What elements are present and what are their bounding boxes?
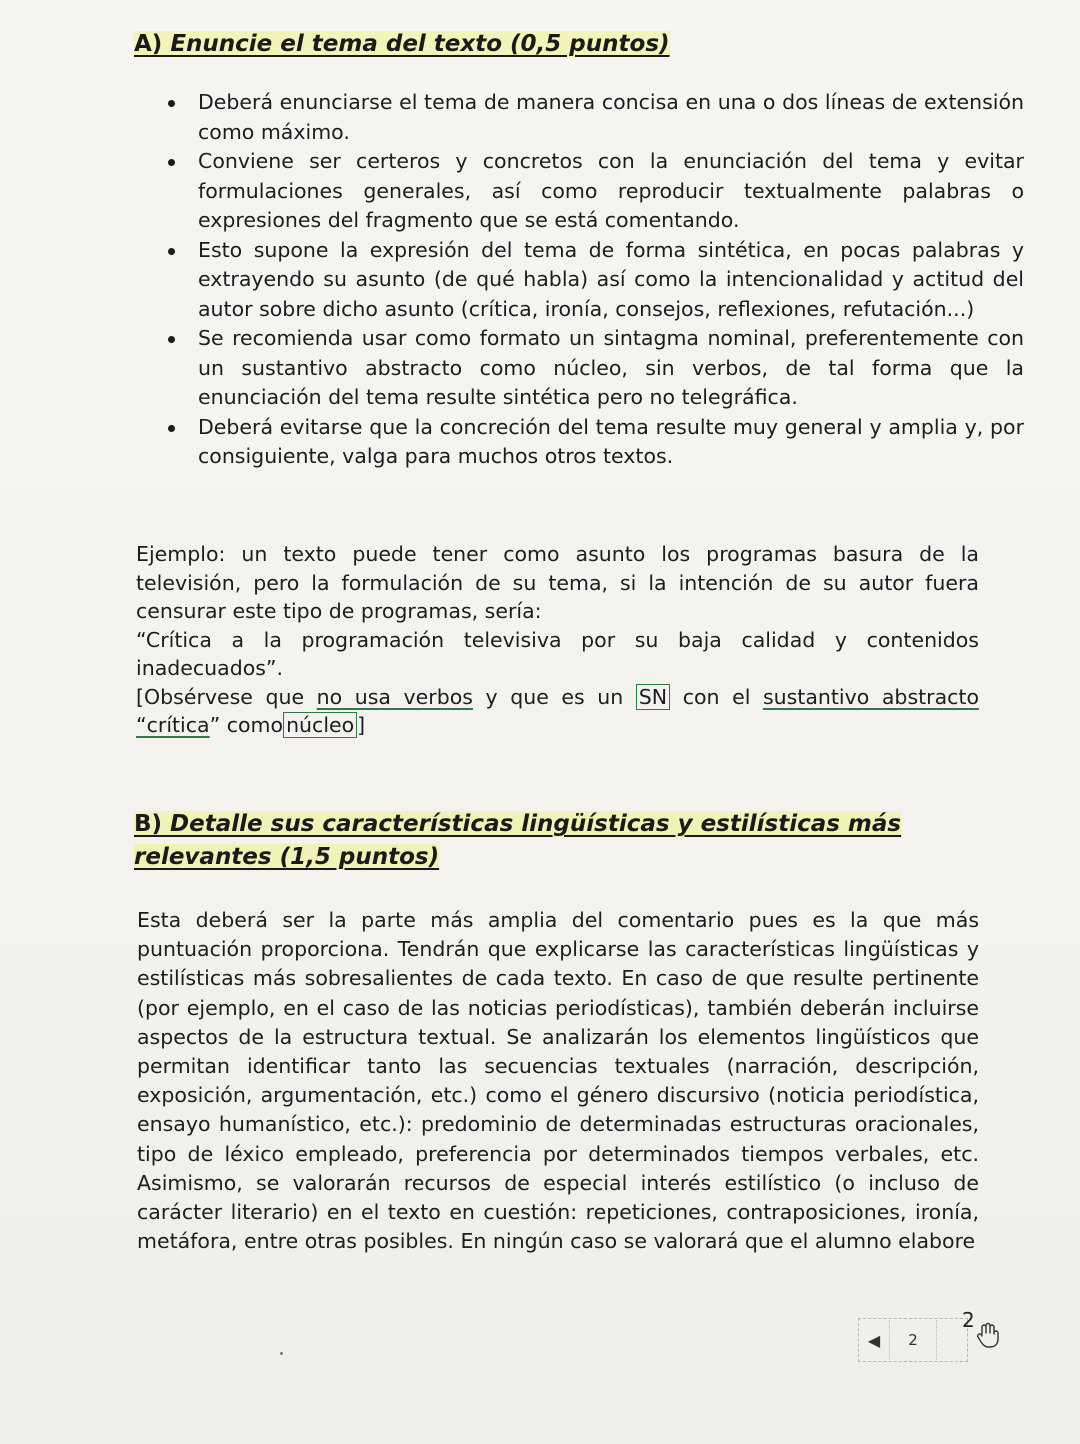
- section-a-bullet-list: [160, 88, 1024, 472]
- section-b-letter: B): [134, 811, 163, 837]
- paper-speck: [280, 1352, 283, 1355]
- page-navigator: [858, 1318, 968, 1362]
- note-text: [Obsérvese que: [136, 684, 317, 709]
- section-a-title: Enuncie el tema del texto (0,5 puntos): [162, 31, 670, 57]
- section-b-highlight: [134, 811, 901, 870]
- note-text: y que es un: [472, 684, 636, 709]
- bullet-text: Conviene ser certeros y concretos con la enunciación del tema y evitar formulaciones generales, así como reproducir textualmente palabras o expresiones del fragmento que se está comentando.: [198, 149, 1024, 232]
- note-text: ” como: [209, 713, 284, 737]
- section-a-heading: [134, 28, 834, 61]
- underlined-sustantivo-abstracto: sustantivo abstracto: [762, 684, 980, 709]
- section-a-highlight: [134, 31, 670, 57]
- bullet-item: [198, 88, 1024, 147]
- page-indicator: 2: [890, 1320, 937, 1360]
- section-a-letter: A): [134, 31, 163, 57]
- underlined-no-verbs: no usa verbos: [316, 684, 473, 709]
- bullet-text: Deberá evitarse que la concreción del tema resulte muy general y amplia y, por consiguiente, valga para muchos otros textos.: [198, 414, 1024, 468]
- bullet-dot-icon: [168, 159, 175, 166]
- bullet-text: Se recomienda usar como formato un sintagma nominal, preferentemente con un sustantivo abstracto como núcleo, sin verbos, de tal forma que la enunciación del tema resulte sintética pero no telegráfica.: [198, 326, 1024, 409]
- bullet-dot-icon: [168, 336, 175, 343]
- bullet-item: [198, 413, 1024, 472]
- bullet-item: [198, 324, 1024, 413]
- page-number: 2: [962, 1308, 975, 1332]
- bullet-dot-icon: [168, 248, 175, 255]
- example-note: [136, 683, 979, 740]
- bullet-text: Esto supone la expresión del tema de forma sintética, en pocas palabras y extrayendo su asunto (de qué habla) así como la intencionalidad y actitud del autor sobre dicho asunto (crítica, ironía, consejos, reflexiones, refutación...): [198, 237, 1024, 321]
- section-b-heading: [134, 808, 984, 874]
- hand-cursor-icon: [976, 1322, 1000, 1348]
- bullet-item: [198, 236, 1024, 325]
- section-b-body: Esta deberá ser la parte más amplia del comentario pues es la que más puntuación proporciona. Tendrán que explicarse las características lingüísticas y estilísticas más sobresalientes de cada texto. En caso de que resulte pertinente (por ejemplo, en el caso de las noticias periodísticas), también deberán incluirse aspectos de la estructura textual. Se analizarán los elementos lingüísticos que permitan identificar tanto las secuencias textuales (narración, descripción, exposición, argumentación, etc.) como el género discursivo (noticia periodística, ensayo humanístico, etc.): predominio de determinadas estructuras oracionales, tipo de léxico empleado, preferencia por determinados tiempos verbales, etc. Asimismo, se valorarán recursos de especial interés estilístico (o incluso de carácter literario) en el texto en cuestión: repeticiones, contraposiciones, ironía, metáfora, entre otras posibles. En ningún caso se valorará que el alumno elabore: [137, 908, 979, 1254]
- example-quote: “Crítica a la programación televisiva por su baja calidad y contenidos inadecuados”.: [136, 627, 979, 680]
- boxed-nucleo: núcleo: [283, 712, 357, 738]
- section-b-title: Detalle sus características lingüísticas y estilísticas más relevantes (1,5 puntos): [134, 811, 902, 870]
- bullet-text: Deberá enunciarse el tema de manera concisa en una o dos líneas de extensión como máximo.: [198, 90, 1024, 144]
- example-intro: Ejemplo: un texto puede tener como asunto los programas basura de la televisión, pero la formulación de su tema, si la intención de su autor fuera censurar este tipo de programas, sería:: [136, 542, 979, 623]
- bullet-item: [198, 147, 1024, 236]
- example-block: [136, 540, 979, 740]
- underlined-critica: “crítica: [136, 713, 210, 737]
- previous-page-button[interactable]: ◀: [859, 1320, 890, 1360]
- note-text: ]: [357, 713, 366, 737]
- boxed-sn: SN: [636, 684, 670, 710]
- bullet-dot-icon: [168, 425, 175, 432]
- note-text: con el: [670, 684, 763, 709]
- bullet-dot-icon: [168, 100, 175, 107]
